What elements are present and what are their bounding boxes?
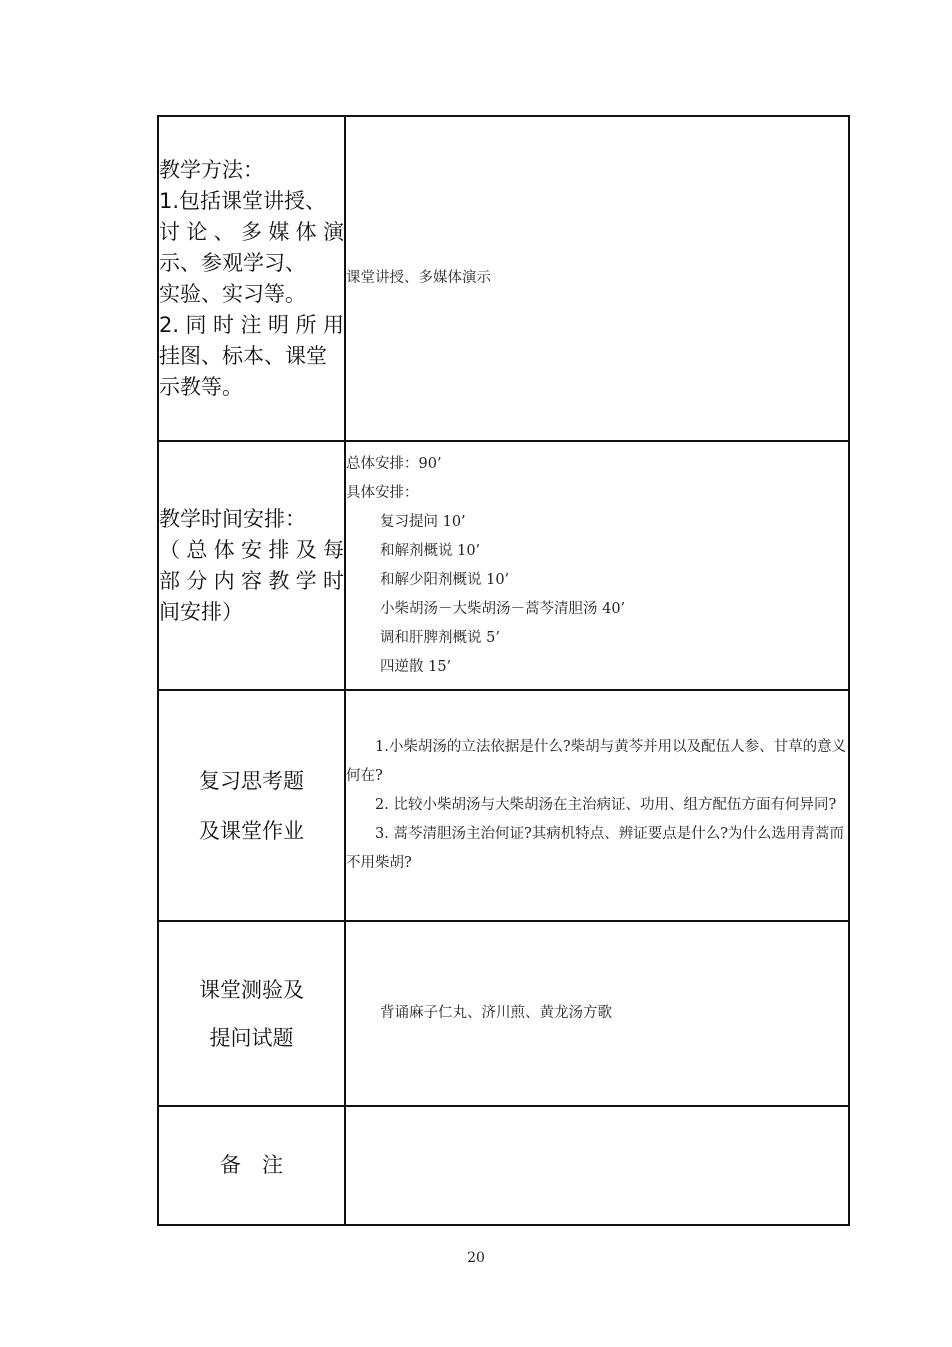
label-line: 1.包括课堂讲授、 (159, 188, 327, 213)
quiz-text: 背诵麻子仁丸、济川煎、黄龙汤方歌 (380, 1005, 612, 1021)
table-row (158, 921, 849, 1106)
teaching-plan-table (157, 115, 850, 1226)
label-teaching-method (158, 116, 345, 441)
question-item: 1.小柴胡汤的立法依据是什么?柴胡与黄芩并用以及配伍人参、甘草的意义何在? (346, 739, 847, 784)
schedule-item: 小柴胡汤－大柴胡汤－蒿芩清胆汤 40’ (380, 600, 626, 617)
label-time-schedule (158, 441, 345, 690)
schedule-item: 和解剂概说 10’ (380, 542, 481, 559)
table-row (158, 441, 849, 690)
overall-schedule: 总体安排：90’ (346, 455, 442, 472)
label-line: 课堂测验及 (199, 977, 304, 1002)
label-line: 间安排） (159, 599, 243, 624)
schedule-item: 四逆散 15’ (380, 658, 452, 675)
table-row (158, 1106, 849, 1225)
label-line: 示教等。 (159, 374, 243, 399)
content-review-questions (345, 690, 849, 921)
teaching-method-text: 课堂讲授、多媒体演示 (346, 270, 491, 286)
question-item: 2. 比较小柴胡汤与大柴胡汤在主治病证、功用、组方配伍方面有何异同? (375, 797, 837, 813)
label-line: 讨论、多媒体演 (159, 219, 344, 244)
table-row (158, 690, 849, 921)
label-review-questions (158, 690, 345, 921)
label-line: 及课堂作业 (199, 818, 304, 843)
label-line: 实验、实习等。 (159, 281, 306, 306)
label-line: 示、参观学习、 (159, 250, 306, 275)
label-line: 部分内容教学时 (159, 568, 344, 593)
label-line: 挂图、标本、课堂 (159, 343, 327, 368)
table-row (158, 116, 849, 441)
question-item: 3. 蒿芩清胆汤主治何证?其病机特点、辨证要点是什么?为什么选用青蒿而不用柴胡? (346, 826, 844, 871)
label-line: 教学时间安排： (159, 506, 306, 531)
schedule-item: 和解少阳剂概说 10’ (380, 571, 510, 588)
content-time-schedule (345, 441, 849, 690)
content-quiz (345, 921, 849, 1106)
label-line: （总体安排及每 (159, 537, 344, 562)
label-quiz (158, 921, 345, 1106)
detail-schedule-title: 具体安排： (346, 484, 419, 501)
content-teaching-method (345, 116, 849, 441)
label-remarks: 备 注 (158, 1106, 345, 1225)
schedule-item: 调和肝脾剂概说 5’ (380, 629, 500, 646)
label-line: 提问试题 (209, 1025, 294, 1050)
page-number: 20 (467, 1250, 485, 1266)
label-line: 复习思考题 (199, 768, 304, 793)
label-line: 教学方法： (159, 157, 264, 182)
label-line: 2.同时注明所用 (159, 312, 344, 337)
schedule-item: 复习提问 10’ (380, 513, 466, 530)
content-remarks (345, 1106, 849, 1225)
